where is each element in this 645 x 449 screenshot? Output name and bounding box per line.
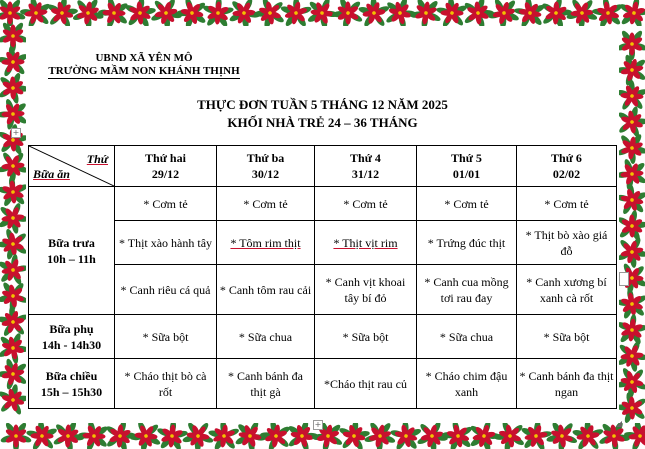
menu-cell: * Thịt bò xào giá đỗ (517, 221, 617, 265)
poinsettia-icon (519, 423, 555, 449)
afternoon-time: 15h – 15h30 (40, 384, 103, 399)
organization-header (0, 52, 288, 79)
lunch-rice-row (29, 187, 617, 221)
day-header (315, 146, 417, 187)
day-name: Thứ 5 (451, 151, 482, 165)
day-header (115, 146, 217, 187)
day-header (417, 146, 517, 187)
menu-cell: * Cơm tẻ (115, 187, 217, 221)
day-name: Thứ hai (145, 151, 186, 165)
menu-subtitle: KHỐI NHÀ TRẺ 24 – 36 THÁNG (227, 115, 418, 130)
menu-cell: * Sữa bột (115, 315, 217, 359)
poinsettia-icon (154, 423, 189, 449)
add-row-icon[interactable]: + (314, 420, 322, 429)
menu-cell: *Cháo thịt rau củ (315, 359, 417, 409)
menu-cell: * Cơm tẻ (417, 187, 517, 221)
day-date: 30/12 (251, 167, 280, 181)
poinsettia-icon (619, 128, 645, 169)
snack-label: Bữa phụ (49, 321, 94, 336)
menu-cell: * Cháo thịt bò cà rốt (115, 359, 217, 409)
org-line-2 (0, 65, 288, 79)
poinsettia-icon (201, 0, 235, 26)
poinsettia-icon (511, 0, 547, 26)
menu-cell: * Cháo chim đậu xanh (417, 359, 517, 409)
menu-cell (315, 221, 417, 265)
menu-cell: * Canh vịt khoai tây bí đỏ (315, 265, 417, 315)
poinsettia-icon (0, 330, 26, 367)
poinsettia-border-top (0, 0, 645, 26)
poinsettia-border-right (619, 0, 645, 449)
poinsettia-icon (0, 252, 26, 289)
afternoon-row (29, 359, 617, 409)
menu-cell: * Canh bánh đa thịt gà (217, 359, 315, 409)
menu-title: THỰC ĐƠN TUẦN 5 THÁNG 12 NĂM 2025 (197, 97, 448, 112)
lunch-soup-row (29, 265, 617, 315)
day-name: Thứ 6 (551, 151, 582, 165)
menu-cell: * Cơm tẻ (315, 187, 417, 221)
day-date: 31/12 (351, 167, 380, 181)
menu-cell: * Canh cua mồng tơi rau đay (417, 265, 517, 315)
org-line-2-text: TRƯỜNG MẦM NON KHÁNH THỊNH (48, 65, 240, 77)
snack-row (29, 315, 617, 359)
poinsettia-icon (97, 0, 129, 26)
corner-cell (29, 146, 115, 187)
day-date: 29/12 (151, 167, 180, 181)
afternoon-label-cell (29, 359, 115, 409)
lunch-time: 10h – 11h (47, 251, 96, 266)
day-name: Thứ ba (246, 151, 285, 165)
day-date: 01/01 (452, 167, 481, 181)
menu-table (28, 145, 617, 409)
poinsettia-icon (386, 423, 424, 449)
lunch-label: Bữa trưa (48, 235, 95, 250)
poinsettia-icon (248, 0, 292, 26)
menu-cell: * Trứng đúc thịt (417, 221, 517, 265)
poinsettia-icon (408, 0, 444, 26)
day-date: 02/02 (552, 167, 581, 181)
menu-cell (217, 221, 315, 265)
snack-time: 14h - 14h30 (41, 337, 102, 352)
lunch-label-cell (29, 187, 115, 315)
poinsettia-icon (0, 378, 26, 423)
lunch-main-row (29, 221, 617, 265)
menu-cell: * Canh xương bí xanh cà rốt (517, 265, 617, 315)
menu-cell: * Sữa bột (315, 315, 417, 359)
day-header (217, 146, 315, 187)
poinsettia-icon (0, 174, 26, 208)
move-handle-icon[interactable]: + (12, 128, 20, 137)
menu-cell: * Cơm tẻ (217, 187, 315, 221)
poinsettia-icon (77, 423, 109, 449)
menu-cell: * Thịt xào hành tây (115, 221, 217, 265)
snack-label-cell (29, 315, 115, 359)
scroll-handle-icon[interactable] (619, 272, 629, 286)
menu-cell: * Canh tôm rau cải (217, 265, 315, 315)
org-line-1: UBND XÃ YÊN MÔ (95, 52, 193, 64)
menu-cell: * Sữa bột (517, 315, 617, 359)
day-header (517, 146, 617, 187)
poinsettia-icon (619, 312, 645, 346)
menu-cell: * Cơm tẻ (517, 187, 617, 221)
menu-cell: * Sữa chua (417, 315, 517, 359)
menu-cell: * Sữa chua (217, 315, 315, 359)
day-name: Thứ 4 (350, 151, 381, 165)
header-row (29, 146, 617, 187)
poinsettia-icon (619, 29, 645, 60)
menu-cell: * Canh bánh đa thịt ngan (517, 359, 617, 409)
corner-day-label: Thứ (86, 152, 108, 166)
corner-meal-label: Bữa ăn (33, 167, 70, 181)
menu-cell: * Canh riêu cá quả (115, 265, 217, 315)
afternoon-label: Bữa chiều (45, 368, 98, 383)
menu-cell-text: * Thịt vịt rim (333, 235, 398, 250)
menu-cell-text: * Tôm rim thịt (230, 235, 301, 250)
resize-handle-icon[interactable]: ◢ (615, 419, 623, 428)
poinsettia-icon (172, 0, 213, 26)
